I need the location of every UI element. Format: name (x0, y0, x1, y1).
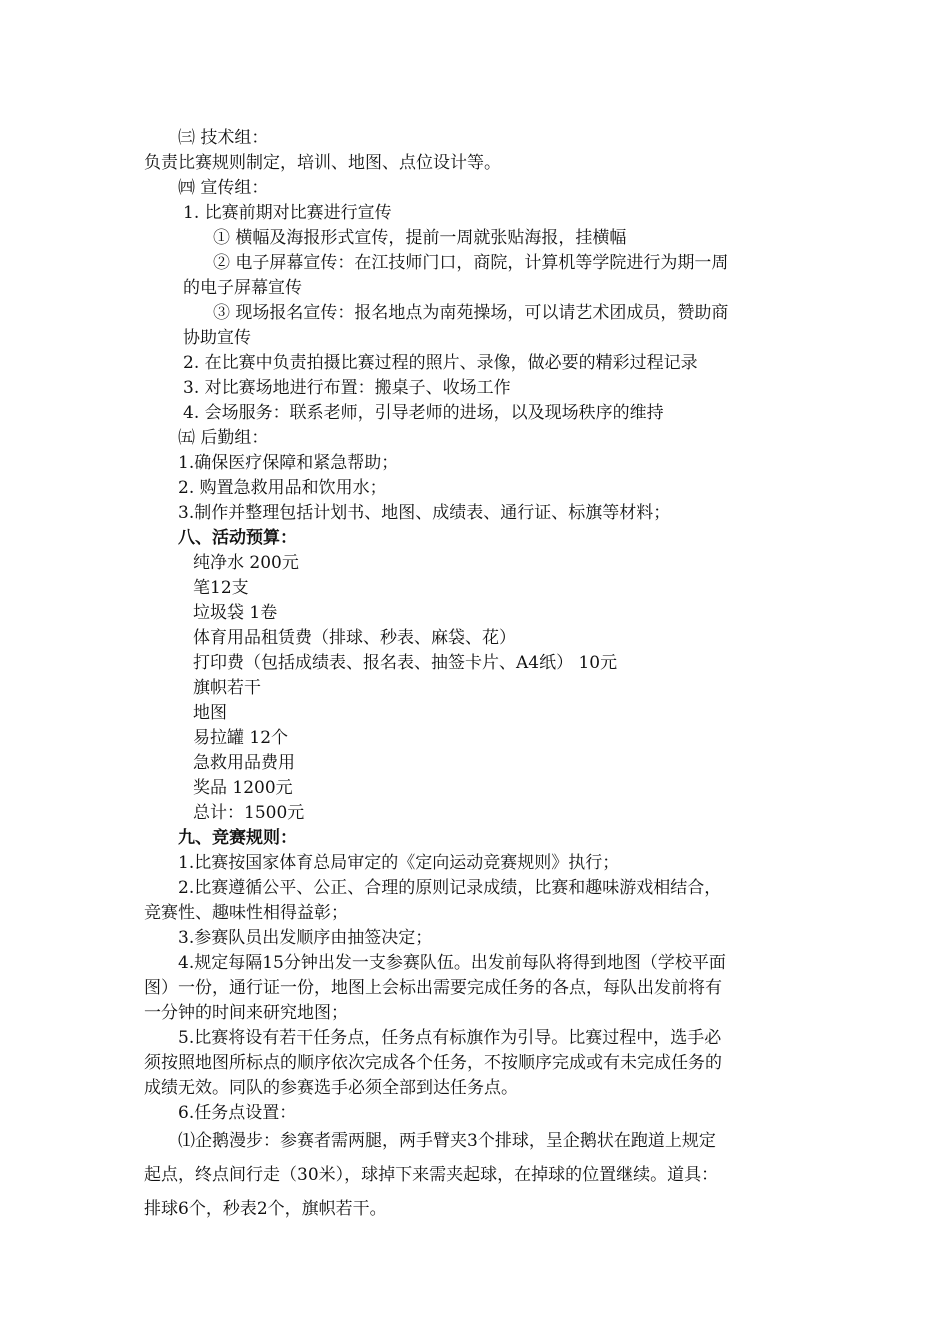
budget-item: 垃圾袋 1卷 (193, 603, 278, 623)
list-item: ② 电子屏幕宣传：在江技师门口，商院，计算机等学院进行为期一周 (213, 253, 729, 273)
budget-item: 旗帜若干 (193, 678, 261, 698)
rule-item: 4.规定每隔15分钟出发一支参赛队伍。出发前每队将得到地图（学校平面 (178, 953, 726, 973)
budget-heading: 八、活动预算： (178, 528, 297, 548)
rule-item: 6.任务点设置： (178, 1103, 297, 1123)
task-item: ⑴企鹅漫步：参赛者需两腿，两手臂夹3个排球，呈企鹅状在跑道上规定 (178, 1131, 716, 1151)
list-item: ① 横幅及海报形式宣传，提前一周就张贴海报，挂横幅 (213, 228, 627, 248)
rule-item-continuation: 一分钟的时间来研究地图； (144, 1003, 348, 1023)
list-item: 4. 会场服务：联系老师，引导老师的进场，以及现场秩序的维持 (183, 403, 664, 423)
budget-item: 地图 (193, 703, 227, 723)
rule-item-continuation: 竞赛性、趣味性相得益彰； (144, 903, 348, 923)
list-item-continuation: 的电子屏幕宣传 (183, 278, 302, 298)
budget-item: 体育用品租赁费（排球、秒表、麻袋、花） (193, 628, 516, 648)
budget-item: 易拉罐 12个 (193, 728, 289, 748)
paragraph: 负责比赛规则制定，培训、地图、点位设计等。 (144, 153, 501, 173)
rule-item-continuation: 图）一份，通行证一份，地图上会标出需要完成任务的各点，每队出发前将有 (144, 978, 722, 998)
list-item: 1. 比赛前期对比赛进行宣传 (183, 203, 392, 223)
task-item-continuation: 排球6个，秒表2个，旗帜若干。 (144, 1199, 387, 1219)
budget-item: 打印费（包括成绩表、报名表、抽签卡片、A4纸） 10元 (193, 653, 618, 673)
section-heading: ㈤ 后勤组： (178, 428, 269, 448)
section-heading: ㈣ 宣传组： (178, 178, 269, 198)
rule-item: 5.比赛将设有若干任务点，任务点有标旗作为引导。比赛过程中，选手必 (178, 1028, 722, 1048)
budget-item: 笔12支 (193, 578, 249, 598)
budget-item: 急救用品费用 (193, 753, 295, 773)
budget-total: 总计：1500元 (193, 803, 305, 823)
rule-item-continuation: 须按照地图所标点的顺序依次完成各个任务，不按顺序完成或有未完成任务的 (144, 1053, 722, 1073)
list-item: 3. 对比赛场地进行布置：搬桌子、收场工作 (183, 378, 511, 398)
rule-item-continuation: 成绩无效。同队的参赛选手必须全部到达任务点。 (144, 1078, 518, 1098)
section-heading: ㈢ 技术组： (178, 128, 269, 148)
rule-item: 3.参赛队员出发顺序由抽签决定； (178, 928, 433, 948)
budget-item: 纯净水 200元 (193, 553, 299, 573)
budget-item: 奖品 1200元 (193, 778, 293, 798)
list-item: 2. 在比赛中负责拍摄比赛过程的照片、录像，做必要的精彩过程记录 (183, 353, 698, 373)
task-item-continuation: 起点，终点间行走（30米），球掉下来需夹起球，在掉球的位置继续。道具： (144, 1165, 719, 1185)
rules-heading: 九、竞赛规则： (178, 828, 297, 848)
rule-item: 2.比赛遵循公平、公正、合理的原则记录成绩，比赛和趣味游戏相结合， (178, 878, 722, 898)
list-item: ③ 现场报名宣传：报名地点为南苑操场，可以请艺术团成员，赞助商 (213, 303, 729, 323)
list-item: 1.确保医疗保障和紧急帮助； (178, 453, 399, 473)
list-item: 3.制作并整理包括计划书、地图、成绩表、通行证、标旗等材料； (178, 503, 671, 523)
list-item-continuation: 协助宣传 (183, 328, 251, 348)
rule-item: 1.比赛按国家体育总局审定的《定向运动竞赛规则》执行； (178, 853, 620, 873)
list-item: 2. 购置急救用品和饮用水； (178, 478, 387, 498)
